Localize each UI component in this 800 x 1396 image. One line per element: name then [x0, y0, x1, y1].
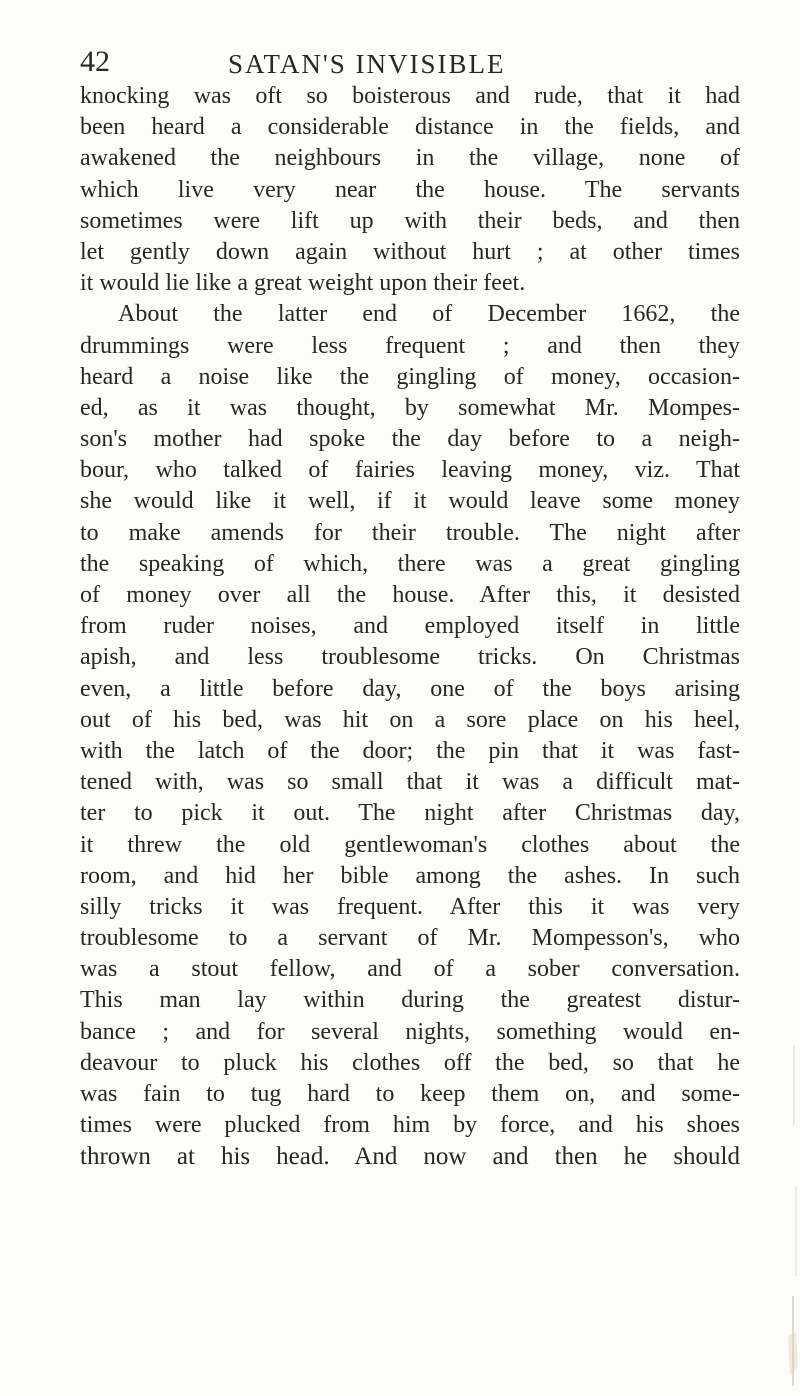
text-line: from ruder noises, and employed itself in little — [80, 613, 740, 640]
text-line: room, and hid her bible among the ashes. In such — [80, 862, 740, 889]
text-line: troublesome to a servant of Mr. Mompesson's, who — [80, 925, 740, 952]
running-head: SATAN'S INVISIBLE — [228, 49, 506, 79]
text-line: which live very near the house. The servants — [80, 176, 740, 203]
text-line: son's mother had spoke the day before to a neigh- — [80, 426, 740, 453]
text-line: to make amends for their trouble. The night after — [80, 519, 740, 546]
text-line: of money over all the house. After this, it desisted — [80, 582, 740, 608]
page-header — [80, 42, 740, 82]
text-line: she would like it well, if it would leave some money — [80, 488, 740, 515]
text-line: drummings were less frequent ; and then they — [80, 332, 740, 359]
page-number: 42 — [80, 45, 110, 78]
text-line: times were plucked from him by force, and his shoes — [80, 1112, 740, 1139]
text-line: knocking was oft so boisterous and rude, that it had — [80, 83, 740, 109]
text-line: This man lay within during the greatest distur- — [80, 987, 740, 1014]
text-line: even, a little before day, one of the boys arising — [80, 675, 740, 702]
text-line: was fain to tug hard to keep them on, and some- — [80, 1081, 740, 1107]
text-line: deavour to pluck his clothes off the bed, so that he — [80, 1049, 740, 1076]
text-line: let gently down again without hurt ; at other times — [80, 238, 740, 265]
text-line: About the latter end of December 1662, the — [118, 301, 740, 328]
text-line: it would lie like a great weight upon their feet. — [80, 270, 526, 297]
text-line: ter to pick it out. The night after Christmas day, — [80, 800, 740, 827]
text-line: awakened the neighbours in the village, none of — [80, 145, 740, 172]
text-line: heard a noise like the gingling of money, occasion- — [80, 363, 740, 390]
text-line: with the latch of the door; the pin that it was fast- — [80, 737, 740, 764]
text-line: apish, and less troublesome tricks. On Christmas — [80, 644, 740, 671]
text-line: it threw the old gentlewoman's clothes about the — [80, 831, 740, 858]
text-line: out of his bed, was hit on a sore place on his heel, — [80, 706, 740, 733]
text-line: silly tricks it was frequent. After this it was very — [80, 893, 740, 920]
text-line: ed, as it was thought, by somewhat Mr. Mompes- — [80, 394, 740, 421]
text-line: tened with, was so small that it was a difficult mat- — [80, 769, 740, 796]
text-line: sometimes were lift up with their beds, and then — [80, 207, 740, 234]
text-line: thrown at his head. And now and then he should — [80, 1143, 740, 1171]
text-line: bour, who talked of fairies leaving money, viz. That — [80, 457, 740, 484]
paper-specks — [760, 1036, 800, 1396]
body-text — [80, 81, 740, 1173]
text-line: was a stout fellow, and of a sober conversation. — [80, 956, 740, 983]
text-line: been heard a considerable distance in the fields, and — [80, 114, 740, 141]
text-line: bance ; and for several nights, something would en- — [80, 1018, 740, 1045]
text-line: the speaking of which, there was a great gingling — [80, 550, 740, 577]
